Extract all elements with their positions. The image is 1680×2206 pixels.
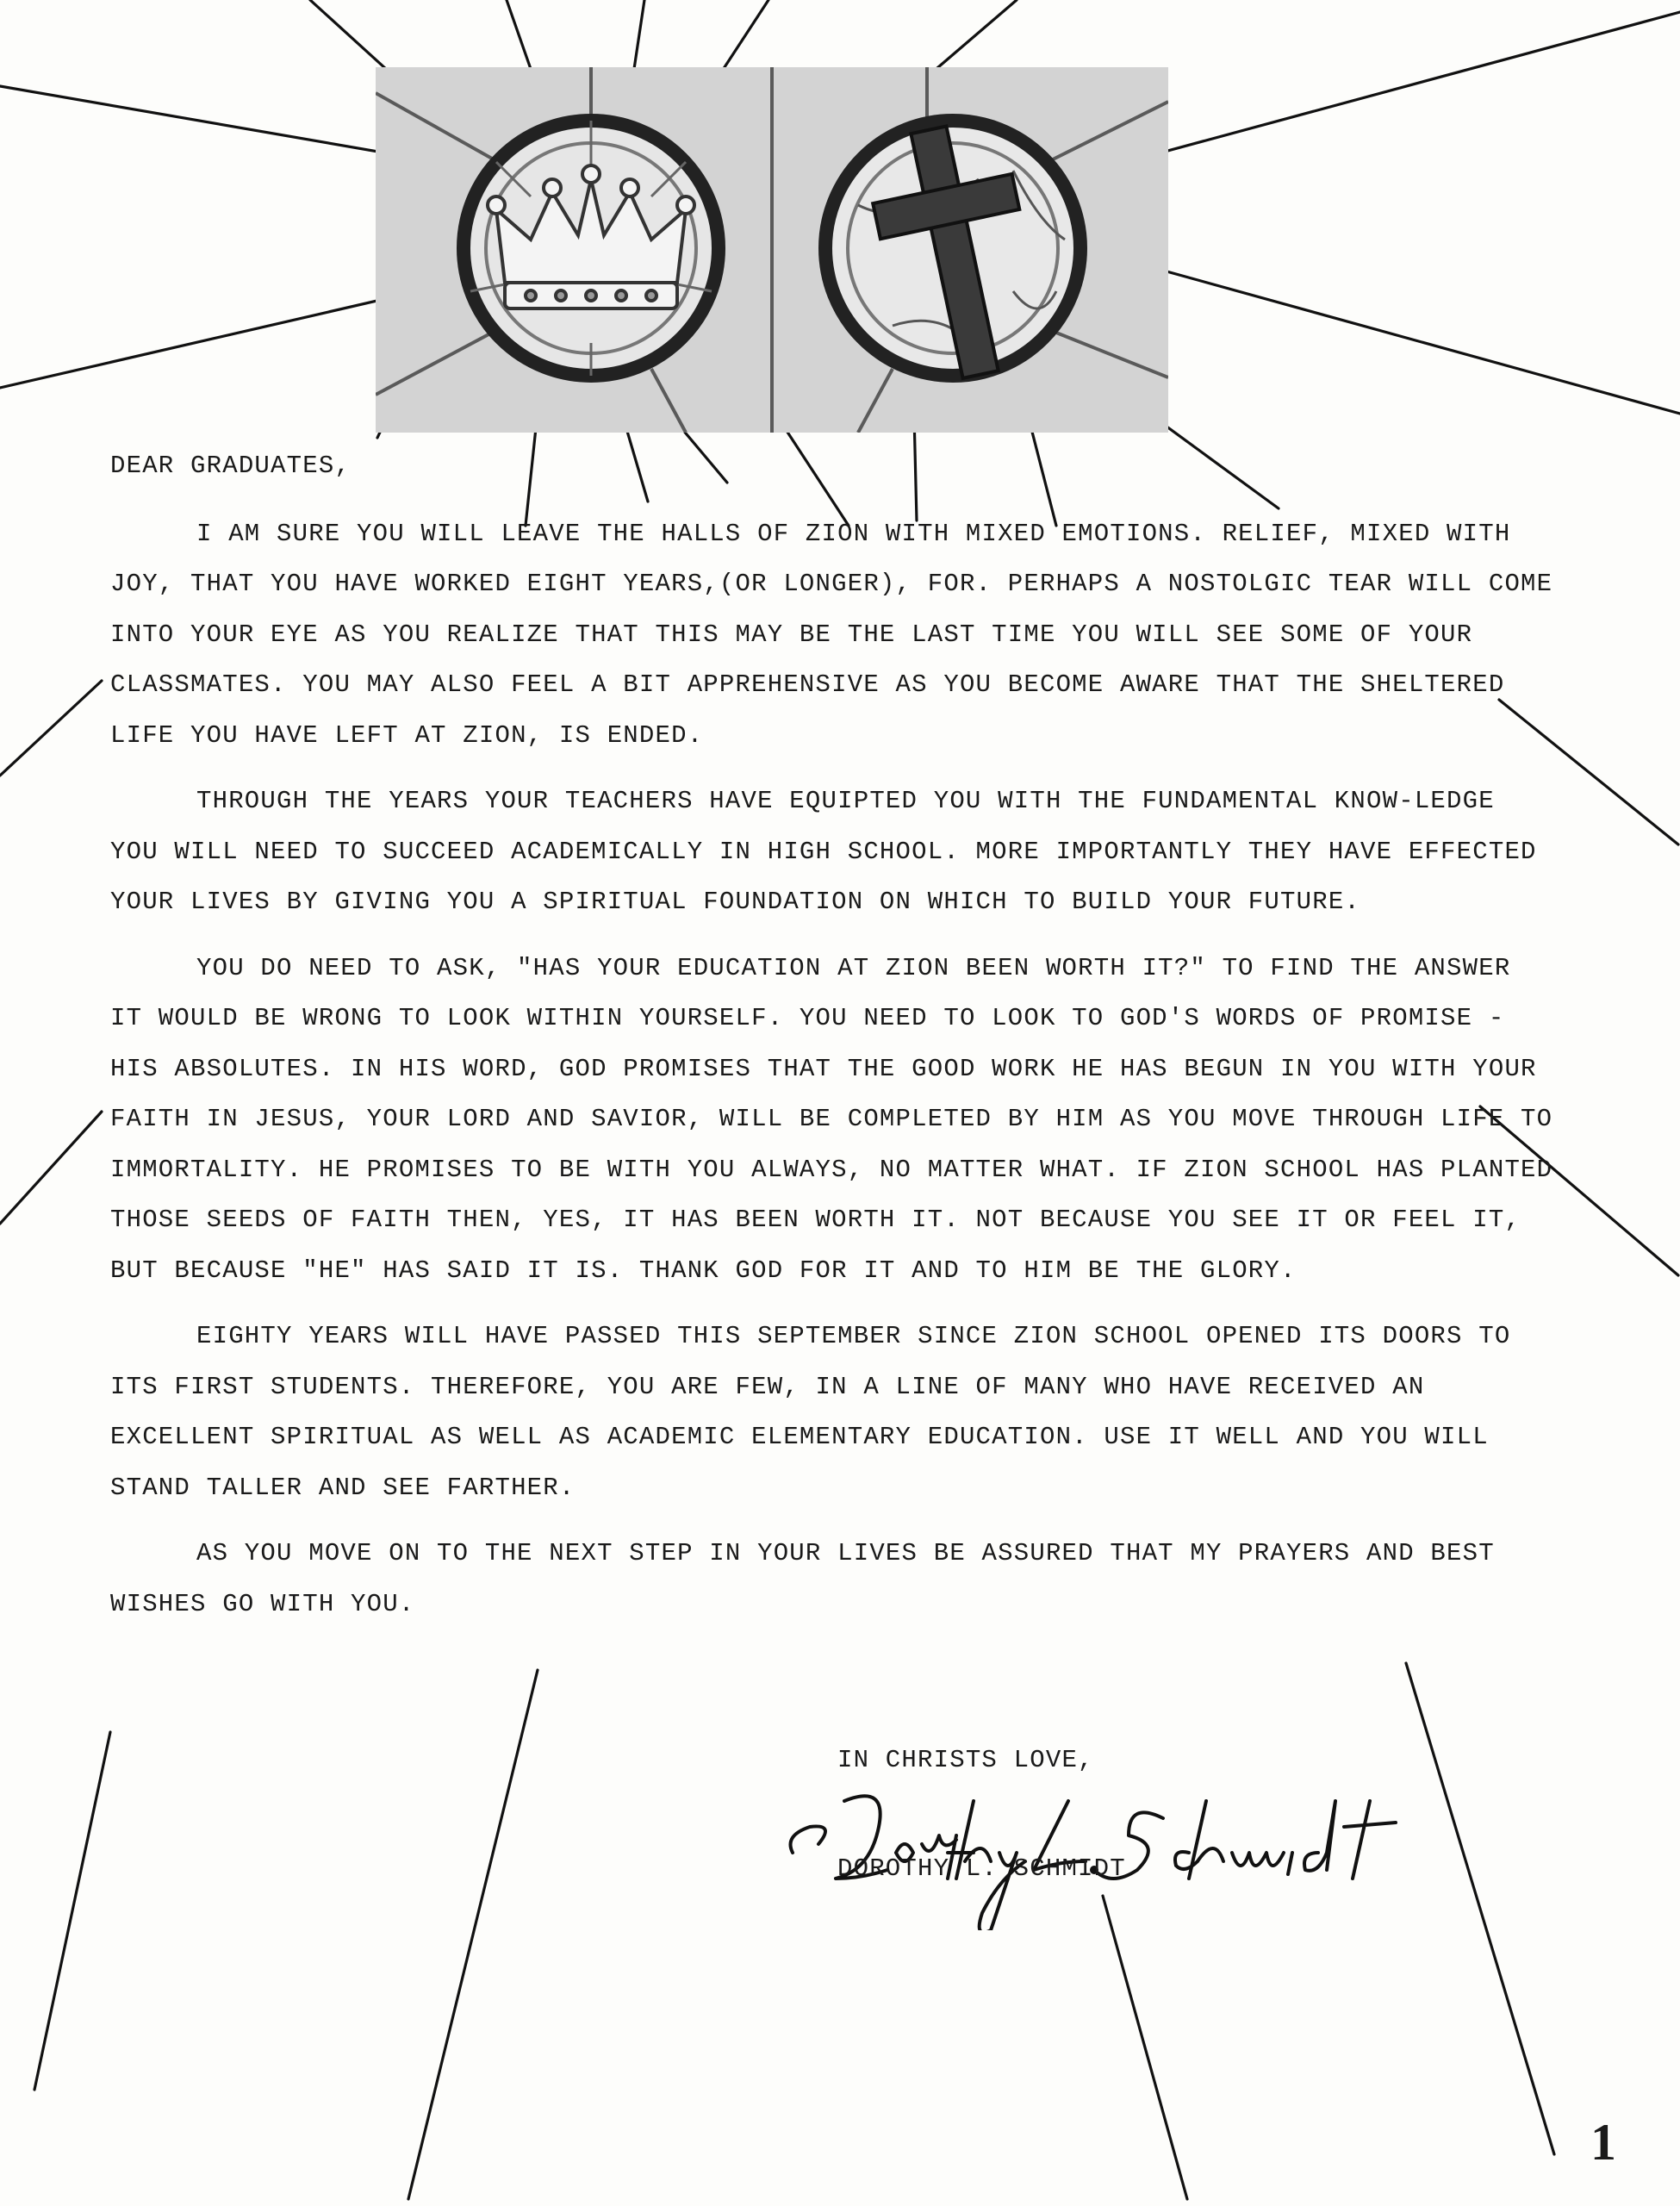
paragraph-5: AS YOU MOVE ON TO THE NEXT STEP IN YOUR LIVES BE ASSURED THAT MY PRAYERS AND BEST WISHES GO WITH YOU. (110, 1539, 1511, 1618)
paragraph-1: I AM SURE YOU WILL LEAVE THE HALLS OF ZION WITH MIXED EMOTIONS. RELIEF, MIXED WITH JOY, THAT YOU HAVE WORKED EIGHT YEARS,(OR LONGER), FOR. PERHAPS A NOSTOLGIC TEAR WILL COME INTO YOUR EYE AS YOU REALIZE THAT THIS MAY BE THE LAST TIME YOU WILL SEE SOME OF YOUR CLASSMATES. YOU MAY ALSO FEEL A BIT APPREHENSIVE AS YOU BECOME AWARE THAT THE SHELTERED LIFE YOU HAVE LEFT AT ZION, IS ENDED. (110, 519, 1569, 750)
crown-medallion (464, 121, 719, 376)
letter-body (110, 441, 1569, 1645)
paragraph-4: EIGHTY YEARS WILL HAVE PASSED THIS SEPTEMBER SINCE ZION SCHOOL OPENED ITS DOORS TO ITS FIRST STUDENTS. THEREFORE, YOU ARE FEW, IN A LINE OF MANY WHO HAVE RECEIVED AN EXCELLENT SPIRITUAL AS WELL AS ACADEMIC ELEMENTARY EDUCATION. USE IT WELL AND YOU WILL STAND TALLER AND SEE FARTHER. (110, 1322, 1528, 1502)
signer-name: DOROTHY L. SCHMIDT (837, 1854, 1126, 1883)
handwritten-signature (784, 1767, 1404, 1930)
stained-glass-window (376, 67, 1168, 433)
closing: IN CHRISTS LOVE, (837, 1746, 1094, 1774)
cross-medallion (825, 115, 1080, 389)
page-number: 1 (1590, 2114, 1616, 2171)
paragraph-2: THROUGH THE YEARS YOUR TEACHERS HAVE EQUIPTED YOU WITH THE FUNDAMENTAL KNOW-LEDGE YOU WILL NEED TO SUCCEED ACADEMICALLY IN HIGH SCHOOL. MORE IMPORTANTLY THEY HAVE EFFECTED YOUR LIVES BY GIVING YOU A SPIRITUAL FOUNDATION ON WHICH TO BUILD YOUR FUTURE. (110, 787, 1553, 916)
paragraph-3: YOU DO NEED TO ASK, "HAS YOUR EDUCATION AT ZION BEEN WORTH IT?" TO FIND THE ANSWER IT WOULD BE WRONG TO LOOK WITHIN YOURSELF. YOU NEED TO LOOK TO GOD'S WORDS OF PROMISE - HIS ABSOLUTES. IN HIS WORD, GOD PROMISES THAT THE GOOD WORK HE HAS BEGUN IN YOU WITH YOUR FAITH IN JESUS, YOUR LORD AND SAVIOR, WILL BE COMPLETED BY HIM AS YOU MOVE THROUGH LIFE TO IMMORTALITY. HE PROMISES TO BE WITH YOU ALWAYS, NO MATTER WHAT. IF ZION SCHOOL HAS PLANTED THOSE SEEDS OF FAITH THEN, YES, IT HAS BEEN WORTH IT. NOT BECAUSE YOU SEE IT OR FEEL IT, BUT BECAUSE "HE" HAS SAID IT IS. THANK GOD FOR IT AND TO HIM BE THE GLORY. (110, 953, 1569, 1285)
greeting: DEAR GRADUATES, (110, 452, 352, 480)
stained-glass-illustration (376, 67, 1168, 433)
